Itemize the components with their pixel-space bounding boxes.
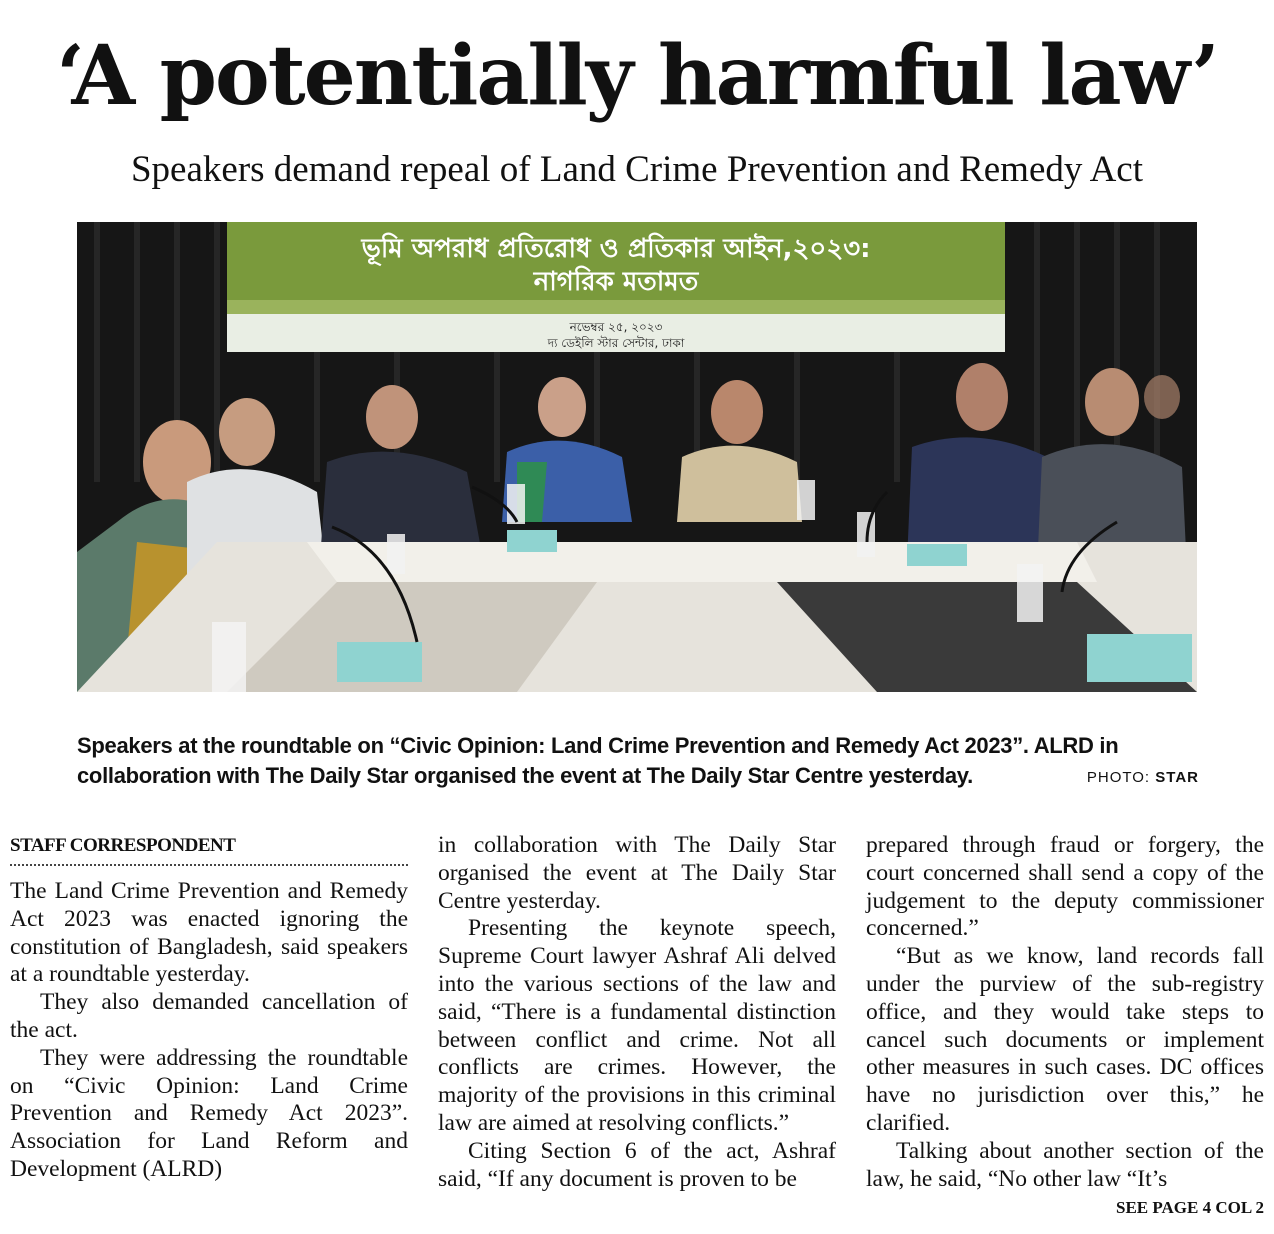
- paragraph: in collaboration with The Daily Star organised the event at The Daily Star Centre yesterday.: [438, 832, 836, 914]
- paragraph: They were addressing the roundtable on “Civic Opinion: Land Crime Prevention and Remedy Act 2023”. Association for Land Reform and Development (ALRD): [10, 1044, 408, 1182]
- paragraph: Presenting the keynote speech, Supreme Court lawyer Ashraf Ali delved into the various sections of the law and said, “There is a fundamental distinction between conflict and crime. Not all conflicts are crimes. However, the majority of the provisions in this criminal law are aimed at resolving conflicts.”: [438, 915, 836, 1136]
- photo-credit: [1087, 763, 1199, 793]
- article-column-3: [866, 832, 1264, 1193]
- article-column-2: [438, 832, 836, 1193]
- paragraph: “But as we know, land records fall under the purview of the sub-registry office, and they would take steps to cancel such documents or implement other measures in such cases. DC offices have no jurisdiction over this,” he clarified.: [866, 943, 1264, 1136]
- banner-subtitle: নাগরিক মতামত: [533, 267, 699, 297]
- banner-venue: দ্য ডেইলি স্টার সেন্টার, ঢাকা: [547, 336, 685, 350]
- paragraph: The Land Crime Prevention and Remedy Act 2023 was enacted ignoring the constitution of Bangladesh, said speakers at a roundtable yesterday.: [10, 878, 408, 988]
- photo-credit-label: PHOTO:: [1086, 769, 1151, 786]
- byline: STAFF CORRESPONDENT: [10, 832, 408, 866]
- continued-jump-line[interactable]: SEE PAGE 4 COL 2: [1116, 1198, 1264, 1217]
- headline: ‘A potentially harmful law’: [56, 28, 1218, 124]
- event-photo: [77, 222, 1197, 692]
- paragraph: Citing Section 6 of the act, Ashraf said, “If any document is proven to be: [438, 1137, 836, 1192]
- paragraph: Talking about another section of the law, he said, “No other law “It’s: [866, 1137, 1264, 1192]
- photo-caption: [77, 731, 1199, 793]
- banner-title: ভূমি অপরাধ প্রতিরোধ ও প্রতিকার আইন,২০২৩:: [361, 234, 871, 264]
- caption-text: Speakers at the roundtable on “Civic Opinion: Land Crime Prevention and Remedy Act 2023”. ALRD in collaboration with The Daily Star organised the event at The Daily Star Centre yesterday.: [77, 733, 1119, 788]
- subheadline: Speakers demand repeal of Land Crime Prevention and Remedy Act: [130, 149, 1144, 190]
- paragraph: prepared through fraud or forgery, the court concerned shall send a copy of the judgement to the deputy commissioner concerned.”: [866, 832, 1264, 942]
- photo-credit-source: STAR: [1155, 769, 1199, 786]
- paragraph: They also demanded cancellation of the act.: [10, 989, 408, 1043]
- banner-date: নভেম্বর ২৫, ২০২৩: [569, 320, 663, 334]
- article-column-1: [10, 832, 408, 1184]
